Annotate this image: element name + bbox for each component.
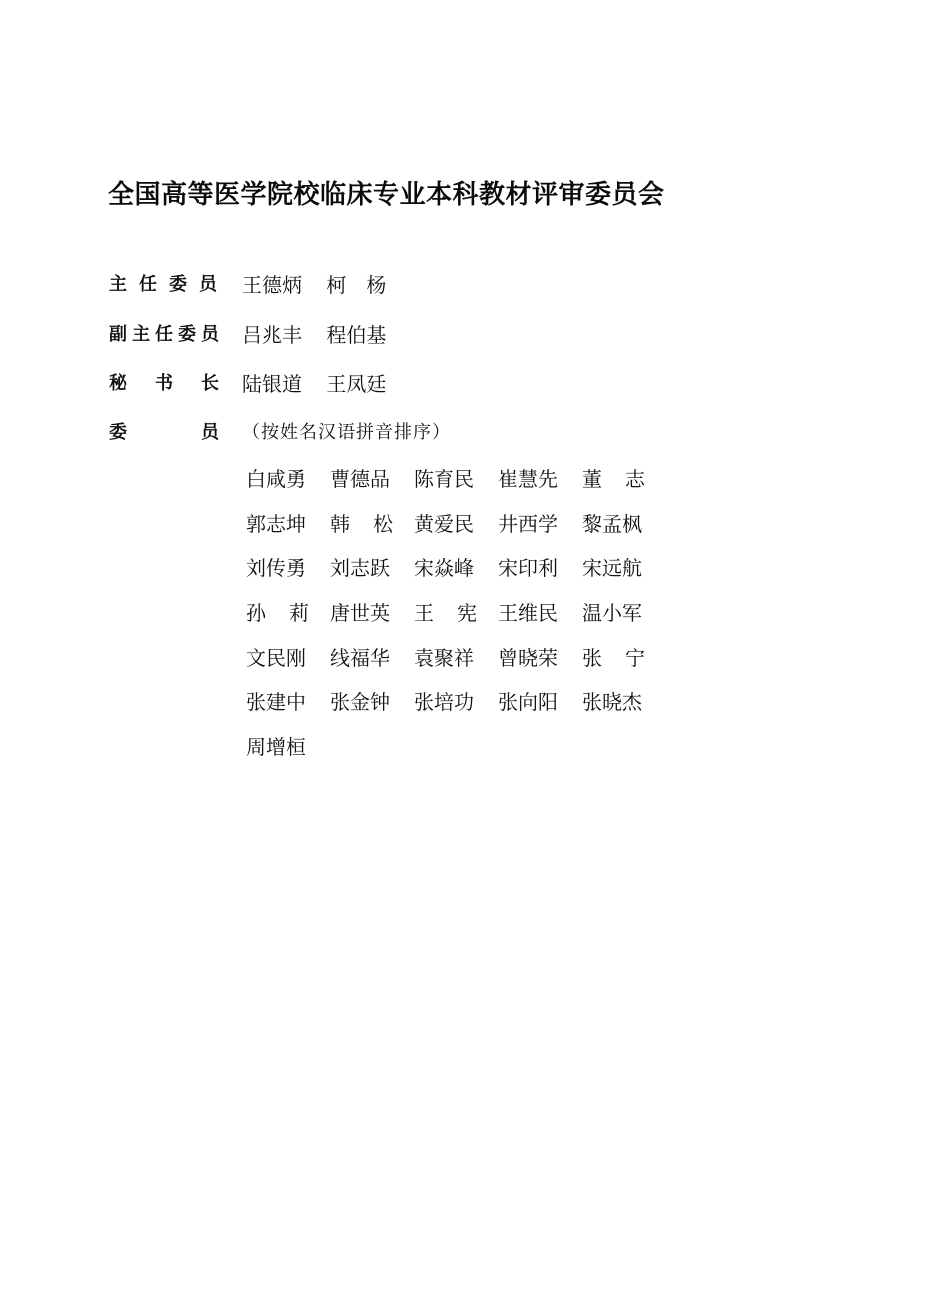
member-name: 郭志坤 xyxy=(246,511,306,536)
member-name: 周增桓 xyxy=(246,735,306,760)
members-list xyxy=(246,464,666,777)
vice-chair-label-char: 员 xyxy=(201,324,219,345)
chair-label-char: 任 xyxy=(139,274,157,295)
secretary-row xyxy=(108,369,808,399)
member-name: 白咸勇 xyxy=(246,467,306,491)
vice-chair-label-char: 副 xyxy=(109,324,127,345)
secretary-label xyxy=(108,369,220,399)
members-label-char: 员 xyxy=(201,422,219,443)
member-name: 宋远航 xyxy=(582,556,642,581)
member-name: 宋印利 xyxy=(498,556,558,581)
vice-chair-label xyxy=(108,320,220,350)
members-sort-note: （按姓名汉语拼音排序） xyxy=(242,422,451,443)
vice-chair-label-char: 任 xyxy=(155,324,173,345)
chair-label-char: 委 xyxy=(169,274,187,295)
vice-chair-names xyxy=(242,320,404,350)
chair-label xyxy=(108,270,220,300)
member-name: 孙 莉 xyxy=(246,601,309,626)
member-name: 张向阳 xyxy=(498,690,558,715)
members-row xyxy=(108,418,808,448)
chair-name: 王德炳 xyxy=(242,273,302,297)
member-name: 温小军 xyxy=(582,601,642,626)
member-name: 董 志 xyxy=(582,467,645,491)
page-title: 全国高等医学院校临床专业本科教材评审委员会 xyxy=(108,180,665,210)
chair-label-char: 员 xyxy=(199,274,217,295)
member-name: 唐世英 xyxy=(330,601,390,626)
chair-row xyxy=(108,270,808,300)
member-name: 王 宪 xyxy=(414,601,477,626)
vice-chair-label-char: 主 xyxy=(132,324,150,345)
secretary-label-char: 书 xyxy=(155,373,173,394)
chair-names xyxy=(242,270,404,300)
member-name: 崔慧先 xyxy=(498,467,558,491)
vice-chair-label-char: 委 xyxy=(178,324,196,345)
member-name: 宋焱峰 xyxy=(414,556,474,581)
vice-chair-name: 程伯基 xyxy=(326,323,387,347)
member-name: 王维民 xyxy=(498,601,558,626)
chair-name: 柯 杨 xyxy=(326,273,387,297)
vice-chair-row xyxy=(108,320,808,350)
vice-chair-name: 吕兆丰 xyxy=(242,323,302,347)
member-name: 曾晓荣 xyxy=(498,645,558,670)
secretary-name: 王凤廷 xyxy=(326,372,387,396)
member-name: 黎孟枫 xyxy=(582,511,642,536)
member-name: 线福华 xyxy=(330,645,390,670)
chair-label-char: 主 xyxy=(109,274,127,295)
member-name: 韩 松 xyxy=(330,511,393,536)
member-name: 刘志跃 xyxy=(330,556,390,581)
member-name: 张 宁 xyxy=(582,645,645,670)
members-label xyxy=(108,418,220,448)
member-name: 刘传勇 xyxy=(246,556,306,581)
member-name: 文民刚 xyxy=(246,645,306,670)
member-name: 张建中 xyxy=(246,690,306,715)
member-name: 陈育民 xyxy=(414,467,474,491)
member-name: 曹德品 xyxy=(330,467,390,491)
member-name: 井西学 xyxy=(498,511,558,536)
member-name: 黄爱民 xyxy=(414,511,474,536)
member-name: 袁聚祥 xyxy=(414,645,474,670)
members-label-char: 委 xyxy=(109,422,127,443)
secretary-name: 陆银道 xyxy=(242,372,302,396)
secretary-names xyxy=(242,369,404,399)
member-name: 张晓杰 xyxy=(582,690,642,715)
member-name: 张金钟 xyxy=(330,690,390,715)
secretary-label-char: 长 xyxy=(201,373,219,394)
secretary-label-char: 秘 xyxy=(109,373,127,394)
member-name: 张培功 xyxy=(414,690,474,715)
